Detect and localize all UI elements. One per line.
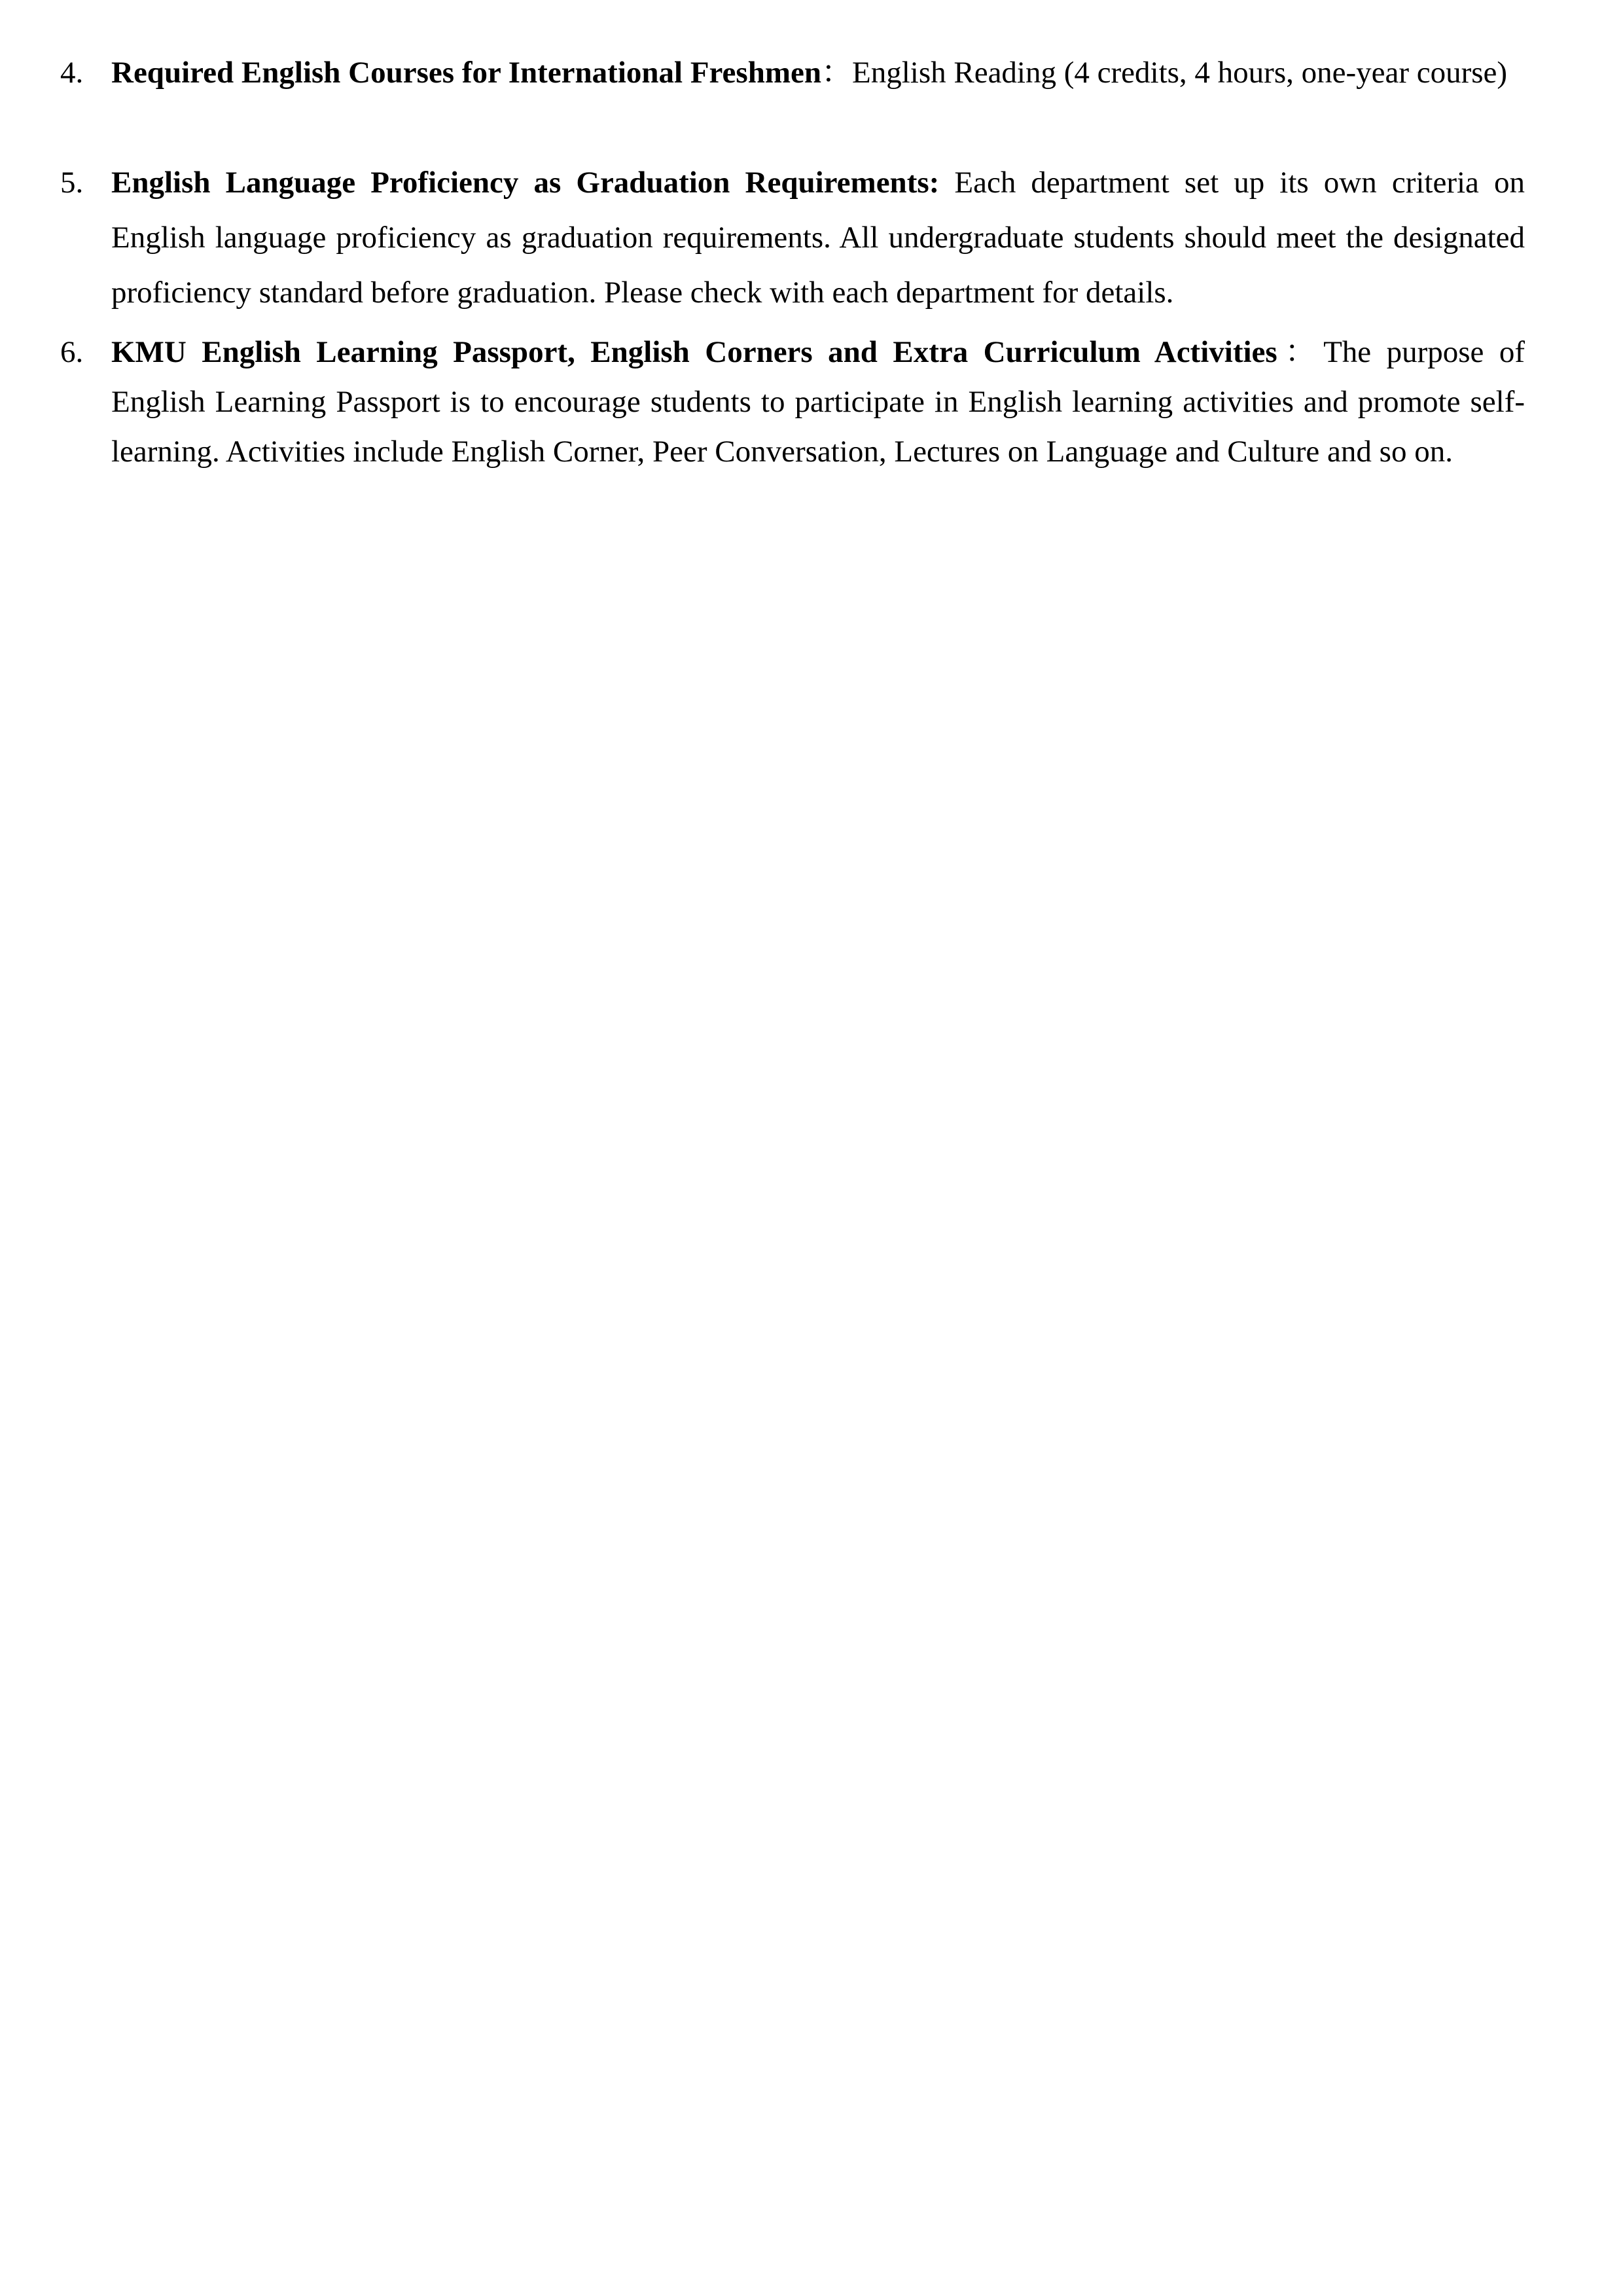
list-item-text: English Reading (4 credits, 4 hours, one-year course) [852,56,1508,90]
list-item-heading: Required English Courses for International Freshmen [111,56,821,90]
list-item-heading: English Language Proficiency as Graduation Requirements: [111,166,940,200]
list-item-number: 5. [60,166,84,200]
list-item-separator [939,166,954,200]
list-item-body [111,327,1525,476]
list-item-text: The purpose of English Learning Passport is to encourage students to participate in English learning activities and promote self-learning. Activities include English Corner, Peer Conversation, Lectures on Language and Culture and so on. [111,335,1525,469]
list-item-number: 6. [60,335,84,369]
list-item-number: 4. [60,56,84,90]
list-item-separator: ： [1277,335,1324,369]
list-item-body [111,45,1525,100]
list-item-heading: KMU English Learning Passport, English Corners and Extra Curriculum Activities [111,335,1277,369]
list-item-separator: ： [821,56,852,90]
list-item-text: Each department set up its own criteria on English language proficiency as graduation requirements. All undergraduate students should meet the designated proficiency standard before graduation. Please check with each department for details. [111,166,1525,310]
list-item-body [111,155,1525,320]
